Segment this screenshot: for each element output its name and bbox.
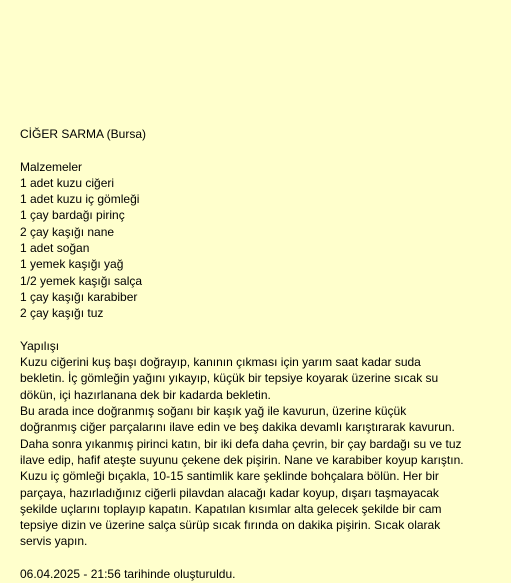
- ingredient-item: 1 yemek kaşığı yağ: [20, 257, 124, 272]
- method-line: doğranmış ciğer parçalarını ilave edin ve beş dakika devamlı karıştırarak kavurun.: [20, 420, 455, 435]
- ingredient-item: 1 çay bardağı pirinç: [20, 208, 125, 223]
- method-line: Kuzu ciğerini kuş başı doğrayıp, kanının çıkması için yarım saat kadar suda: [20, 355, 421, 370]
- method-line: dökün, içi hazırlanana dek bir kadarda bekletin.: [20, 387, 271, 402]
- spacer: [20, 322, 504, 338]
- ingredient-item: 1 adet soğan: [20, 241, 90, 256]
- method-line: Bu arada ince doğranmış soğanı bir kaşık yağ ile kavurun, üzerine küçük: [20, 404, 407, 419]
- ingredients-heading: Malzemeler: [20, 159, 83, 174]
- method-line: tepsiye dizin ve üzerine salça sürüp sıcak fırında on dakika pişirin. Sıcak olarak: [20, 518, 441, 533]
- ingredient-item: 1 adet kuzu ciğeri: [20, 175, 115, 190]
- spacer: [20, 142, 504, 158]
- method-text: [20, 354, 504, 550]
- method-line: parçaya, hazırladığınız ciğerli pilavdan alacağı kadar koyup, dışarı taşmayacak: [20, 485, 439, 500]
- ingredient-item: 1 adet kuzu iç gömleği: [20, 192, 140, 207]
- method-line: Kuzu iç gömleği bıçakla, 10-15 santimlik kare şeklinde bohçalara bölün. Her bir: [20, 469, 439, 484]
- ingredient-item: 2 çay kaşığı nane: [20, 224, 115, 239]
- ingredient-item: 2 çay kaşığı tuz: [20, 306, 104, 321]
- created-timestamp: 06.04.2025 - 21:56 tarihinde oluşturuldu.: [20, 567, 236, 582]
- method-line: Daha sonra yıkanmış pirinci katın, bir iki defa daha çevrin, bir çay bardağı su ve tuz: [20, 436, 462, 451]
- ingredient-item: 1/2 yemek kaşığı salça: [20, 273, 143, 288]
- spacer: [20, 550, 504, 566]
- method-line: şekilde uçlarını toplayıp kapatın. Kapatılan kısımlar alta gelecek şekilde bir cam: [20, 501, 442, 516]
- method-line: bekletin. İç gömleğin yağını yıkayıp, küçük bir tepsiye koyarak üzerine sıcak su: [20, 371, 439, 386]
- recipe-document: [20, 126, 504, 582]
- method-line: servis yapın.: [20, 534, 88, 549]
- method-line: ilave edip, hafif ateşte suyunu çekene dek pişirin. Nane ve karabiber koyup karıştın.: [20, 452, 464, 467]
- ingredient-item: 1 çay kaşığı karabiber: [20, 289, 138, 304]
- recipe-title: CİĞER SARMA (Bursa): [20, 127, 147, 141]
- ingredients-list: [20, 175, 504, 322]
- method-heading: Yapılışı: [20, 338, 60, 353]
